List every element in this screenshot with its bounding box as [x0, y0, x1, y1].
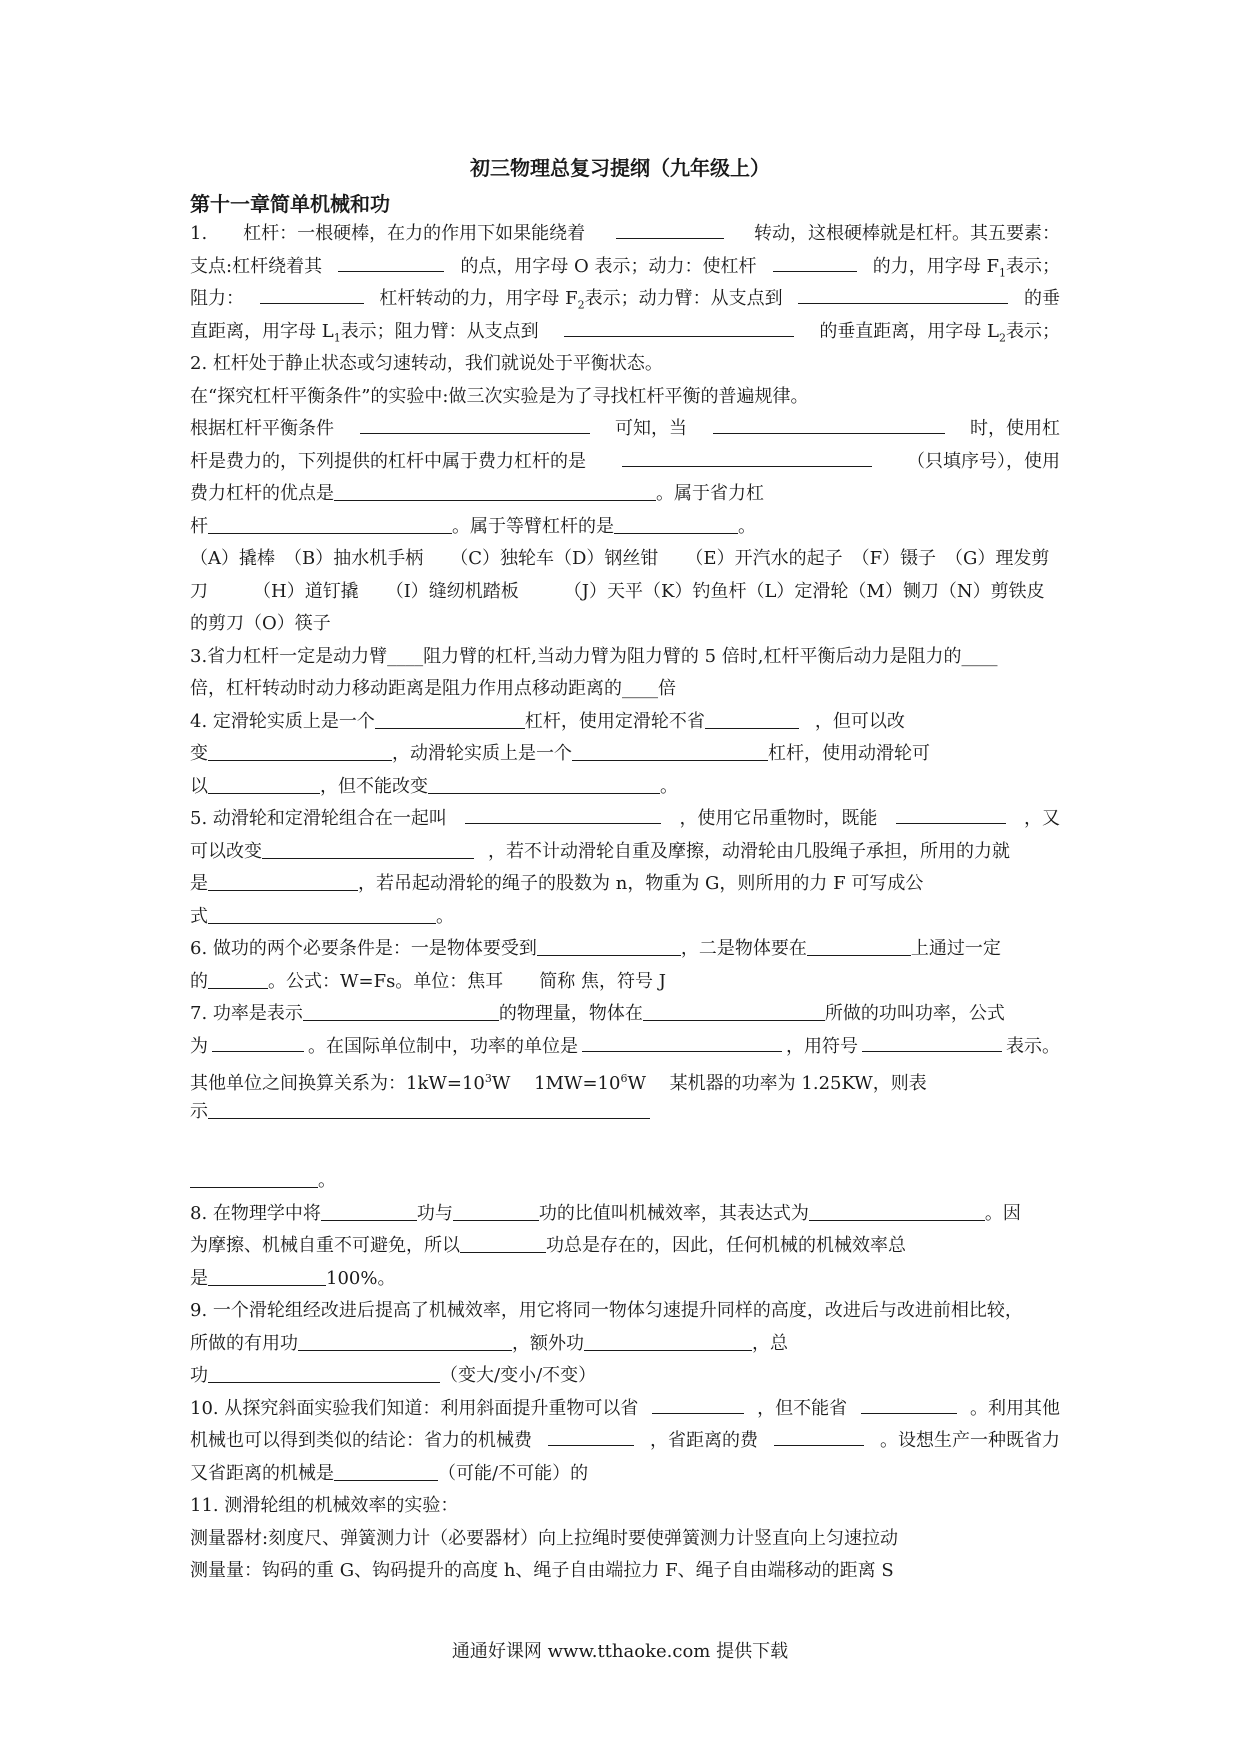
text-run: 机械也可以得到类似的结论：省力的机械费: [190, 1430, 532, 1451]
text-run: 的: [190, 970, 208, 992]
text-run: 100%。: [326, 1267, 396, 1289]
text-line: [190, 771, 1060, 804]
text-run: 。公式：W=Fs。单位：焦耳 简称 焦，符号 J: [268, 970, 666, 992]
answer-blank: [713, 413, 945, 434]
text-run: 杆: [190, 515, 208, 537]
text-line: [190, 933, 1060, 966]
text-run: 为摩擦、机械自重不可避免，所以: [190, 1235, 460, 1256]
text-run: 其他单位之间换算关系为：1kW=10: [190, 1073, 485, 1094]
text-run: 。: [436, 905, 454, 927]
subscript: 1: [999, 266, 1006, 280]
text-run: 功与: [416, 1202, 453, 1224]
text-line: [190, 1198, 1060, 1231]
answer-blank: [208, 968, 268, 989]
text-line: [190, 316, 1060, 349]
text-run: （只填序号），使用: [907, 450, 1060, 472]
text-run: 时，使用杠: [970, 418, 1060, 439]
answer-blank: [208, 870, 358, 891]
answer-blank: [862, 1031, 1002, 1052]
answer-blank: [460, 1232, 546, 1253]
text-run: 直距离，用字母 L: [190, 320, 334, 342]
answer-blank: [896, 803, 1006, 824]
text-run: 1. 杠杆：一根硬棒，在力的作用下如果能绕着: [190, 223, 586, 244]
answer-blank: [208, 773, 320, 794]
text-run: 式: [190, 905, 208, 927]
text-run: ，省距离的费: [650, 1430, 758, 1451]
text-run: 的垂: [1023, 288, 1060, 309]
text-line: [190, 1165, 1060, 1198]
text-run: 所做的有用功: [190, 1332, 298, 1354]
text-line: [190, 1360, 1060, 1393]
chapter-heading: 第十一章简单机械和功: [190, 192, 390, 216]
text-line: [190, 706, 1060, 739]
text-run: 是: [190, 1267, 208, 1289]
text-line: 在“探究杠杆平衡条件”的实验中:做三次实验是为了寻找杠杆平衡的普遍规律。: [190, 385, 809, 407]
text-line: [190, 1458, 1060, 1491]
text-run: 的垂直距离，用字母 L: [819, 320, 999, 342]
text-line: [190, 1063, 1060, 1096]
text-run: W 1MW=10: [491, 1073, 621, 1094]
option-list-line: 的剪刀（O）筷子: [190, 613, 331, 634]
answer-blank: [212, 1031, 304, 1052]
text-run: 表示；阻力臂：从支点到: [340, 320, 539, 342]
text-run: 。因: [984, 1202, 1021, 1224]
text-run: 表示；: [1006, 320, 1060, 342]
text-line: [190, 738, 1060, 771]
text-run: 的点，用字母 O 表示；动力：使杠杆: [460, 255, 757, 277]
text-run: ，若不计动滑轮自重及摩擦，动滑轮由几股绳子承担，所用的力就: [488, 840, 1010, 862]
text-run: 表示。: [1006, 1035, 1060, 1057]
answer-blank: [643, 1000, 825, 1021]
superscript: 6: [620, 1072, 628, 1085]
answer-blank: [809, 1200, 985, 1221]
text-run: 根据杠杆平衡条件: [190, 418, 334, 439]
answer-blank: [375, 708, 525, 729]
text-line: 11. 测滑轮组的机械效率的实验：: [190, 1495, 459, 1516]
text-line: [190, 1031, 1060, 1064]
text-line: 9. 一个滑轮组经改进后提高了机械效率，用它将同一物体匀速提升同样的高度，改进后与改进前相比较，: [190, 1300, 1023, 1321]
text-line: [190, 1096, 1060, 1129]
text-run: （可能/不可能）的: [438, 1462, 589, 1484]
text-run: ，若吊起动滑轮的绳子的股数为 n，物重为 G，则所用的力 F 可写成公: [358, 873, 924, 894]
text-run: ，总: [752, 1332, 788, 1354]
answer-blank: [614, 513, 738, 534]
text-line: 3.省力杠杆一定是动力臂____阻力臂的杠杆,当动力臂为阻力臂的 5 倍时,杠杆平衡后动力是阻力的____: [190, 645, 998, 667]
text-run: 。属于等臂杠杆的是: [452, 515, 614, 537]
text-run: 功总是存在的，因此，任何机械的机械效率总: [546, 1235, 906, 1256]
text-run: ，动滑轮实质上是一个: [392, 743, 572, 764]
text-line: [190, 901, 1060, 934]
text-run: 费力杠杆的优点是: [190, 483, 334, 504]
text-run: 为: [190, 1035, 208, 1057]
text-run: W 某机器的功率为 1.25KW，则表: [627, 1073, 927, 1094]
text-run: 杠杆，使用动滑轮可: [768, 743, 930, 764]
text-run: 阻力：: [190, 288, 244, 309]
answer-blank: [807, 935, 911, 956]
text-run: ，但不能改变: [320, 775, 428, 797]
text-line: [190, 413, 1060, 446]
answer-blank: [582, 1031, 782, 1052]
text-run: （变大/变小/不变）: [440, 1365, 597, 1386]
page-title: 初三物理总复习提纲（九年级上）: [470, 156, 770, 180]
text-run: 。利用其他: [969, 1397, 1060, 1419]
text-run: 所做的功叫功率，公式: [824, 1003, 1005, 1024]
text-run: 功的比值叫机械效率，其表达式为: [538, 1202, 809, 1224]
text-run: 可以改变: [190, 840, 262, 862]
text-run: 表示；: [1006, 255, 1060, 277]
text-run: 功: [190, 1365, 208, 1386]
answer-blank: [453, 1200, 539, 1221]
text-run: 6. 做功的两个必要条件是：一是物体要受到: [190, 938, 537, 959]
option-list-line: （A）撬棒 （B）抽水机手柄 （C）独轮车（D）钢丝钳 （E）开汽水的起子 （F）镊子 （G）理发剪: [190, 548, 1050, 569]
text-run: ，额外功: [512, 1332, 584, 1354]
subscript: 2: [577, 298, 585, 312]
text-line: [190, 803, 1060, 836]
text-run: 又省距离的机械是: [190, 1462, 334, 1484]
text-line: [190, 446, 1060, 479]
superscript: 3: [484, 1072, 492, 1085]
text-run: 10. 从探究斜面实验我们知道：利用斜面提升重物可以省: [190, 1397, 639, 1419]
subscript: 2: [999, 331, 1006, 345]
answer-blank: [208, 740, 392, 761]
answer-blank: [572, 740, 768, 761]
answer-blank: [465, 803, 661, 824]
text-run: 示: [190, 1100, 208, 1122]
answer-blank: [773, 251, 857, 272]
answer-blank: [260, 283, 364, 304]
text-run: 转动，这根硬棒就是杠杆。其五要素：: [753, 223, 1060, 244]
answer-blank: [622, 446, 872, 467]
answer-blank: [652, 1393, 744, 1414]
text-run: ，用符号: [786, 1035, 858, 1057]
answer-blank: [208, 903, 436, 924]
text-line: [190, 998, 1060, 1031]
text-run: 7. 功率是表示: [190, 1003, 303, 1024]
document-body: [190, 218, 1060, 1588]
text-run: 8. 在物理学中将: [190, 1202, 321, 1224]
text-run: ，但可以改: [814, 710, 905, 732]
answer-blank: [428, 773, 660, 794]
text-line: [190, 511, 1060, 544]
answer-blank: [360, 413, 590, 434]
text-run: 5. 动滑轮和定滑轮组合在一起叫: [190, 808, 447, 829]
text-line: [190, 1425, 1060, 1458]
text-run: ，又: [1023, 808, 1060, 829]
page-footer: 通通好课网 www.tthaoke.com 提供下载: [451, 1641, 789, 1662]
text-run: 以: [190, 775, 208, 797]
answer-blank: [334, 1460, 438, 1481]
text-line: [190, 478, 1060, 511]
answer-blank: [190, 1167, 318, 1188]
text-run: 是: [190, 873, 208, 894]
answer-blank: [303, 1000, 499, 1021]
answer-blank: [774, 1425, 864, 1446]
text-run: 。: [318, 1170, 336, 1191]
text-line: [190, 1393, 1060, 1426]
text-run: 的物理量，物体在: [498, 1003, 643, 1024]
text-line: 测量量：钩码的重 G、钩码提升的高度 h、绳子自由端拉力 F、绳子自由端移动的距离 S: [190, 1560, 894, 1581]
text-run: 支点:杠杆绕着其: [190, 255, 323, 277]
text-line: [190, 868, 1060, 901]
text-run: 。属于省力杠: [656, 483, 764, 504]
answer-blank: [861, 1393, 957, 1414]
text-line: [190, 283, 1060, 316]
text-run: 。在国际单位制中，功率的单位是: [308, 1035, 578, 1057]
answer-blank: [548, 1425, 634, 1446]
text-run: 变: [190, 743, 208, 764]
option-list-line: 刀 （H）道钉撬 （I）缝纫机踏板 （J）天平（K）钓鱼杆（L）定滑轮（M）铡刀（N）剪铁皮: [190, 580, 1045, 602]
text-run: 上通过一定: [910, 938, 1001, 959]
text-run: ，二是物体要在: [680, 938, 807, 959]
answer-blank: [584, 1330, 752, 1351]
answer-blank: [208, 1265, 326, 1286]
text-run: 。: [738, 515, 756, 537]
text-run: 可知，当: [615, 418, 687, 439]
answer-blank: [564, 316, 794, 337]
answer-blank: [208, 1098, 650, 1119]
text-line: 倍，杠杆转动时动力移动距离是阻力作用点移动距离的____倍: [190, 678, 676, 699]
text-run: 的力，用字母 F: [872, 255, 999, 277]
text-run: 4. 定滑轮实质上是一个: [190, 710, 375, 732]
answer-blank: [208, 513, 452, 534]
text-line: [190, 966, 1060, 999]
text-line: [190, 1263, 1060, 1296]
text-line: [190, 251, 1060, 284]
answer-blank: [338, 251, 444, 272]
text-line: [190, 836, 1060, 869]
answer-blank: [321, 1200, 417, 1221]
answer-blank: [705, 708, 799, 729]
text-run: ，但不能省: [757, 1397, 848, 1419]
answer-blank: [334, 480, 656, 501]
text-run: 杠杆转动的力，用字母 F: [379, 288, 578, 309]
answer-blank: [537, 935, 681, 956]
answer-blank: [798, 283, 1008, 304]
text-line: [190, 1328, 1060, 1361]
text-run: 。设想生产一种既省力: [880, 1430, 1060, 1451]
answer-blank: [262, 838, 474, 859]
text-run: ，使用它吊重物时，既能: [679, 808, 878, 829]
text-run: 杠杆，使用定滑轮不省: [524, 710, 705, 732]
text-line: 测量器材:刻度尺、弹簧测力计（必要器材）向上拉绳时要使弹簧测力计竖直向上匀速拉动: [190, 1527, 899, 1549]
answer-blank: [298, 1330, 512, 1351]
subscript: 1: [333, 331, 341, 345]
text-line: [190, 1230, 1060, 1263]
text-run: 表示；动力臂：从支点到: [584, 288, 783, 309]
text-line: 2. 杠杆处于静止状态或匀速转动，我们就说处于平衡状态。: [190, 353, 663, 374]
answer-blank: [616, 218, 724, 239]
answer-blank: [208, 1362, 440, 1383]
text-line: [190, 218, 1060, 251]
text-run: 。: [660, 775, 678, 797]
text-run: 杆是费力的，下列提供的杠杆中属于费力杠杆的是: [190, 450, 586, 472]
